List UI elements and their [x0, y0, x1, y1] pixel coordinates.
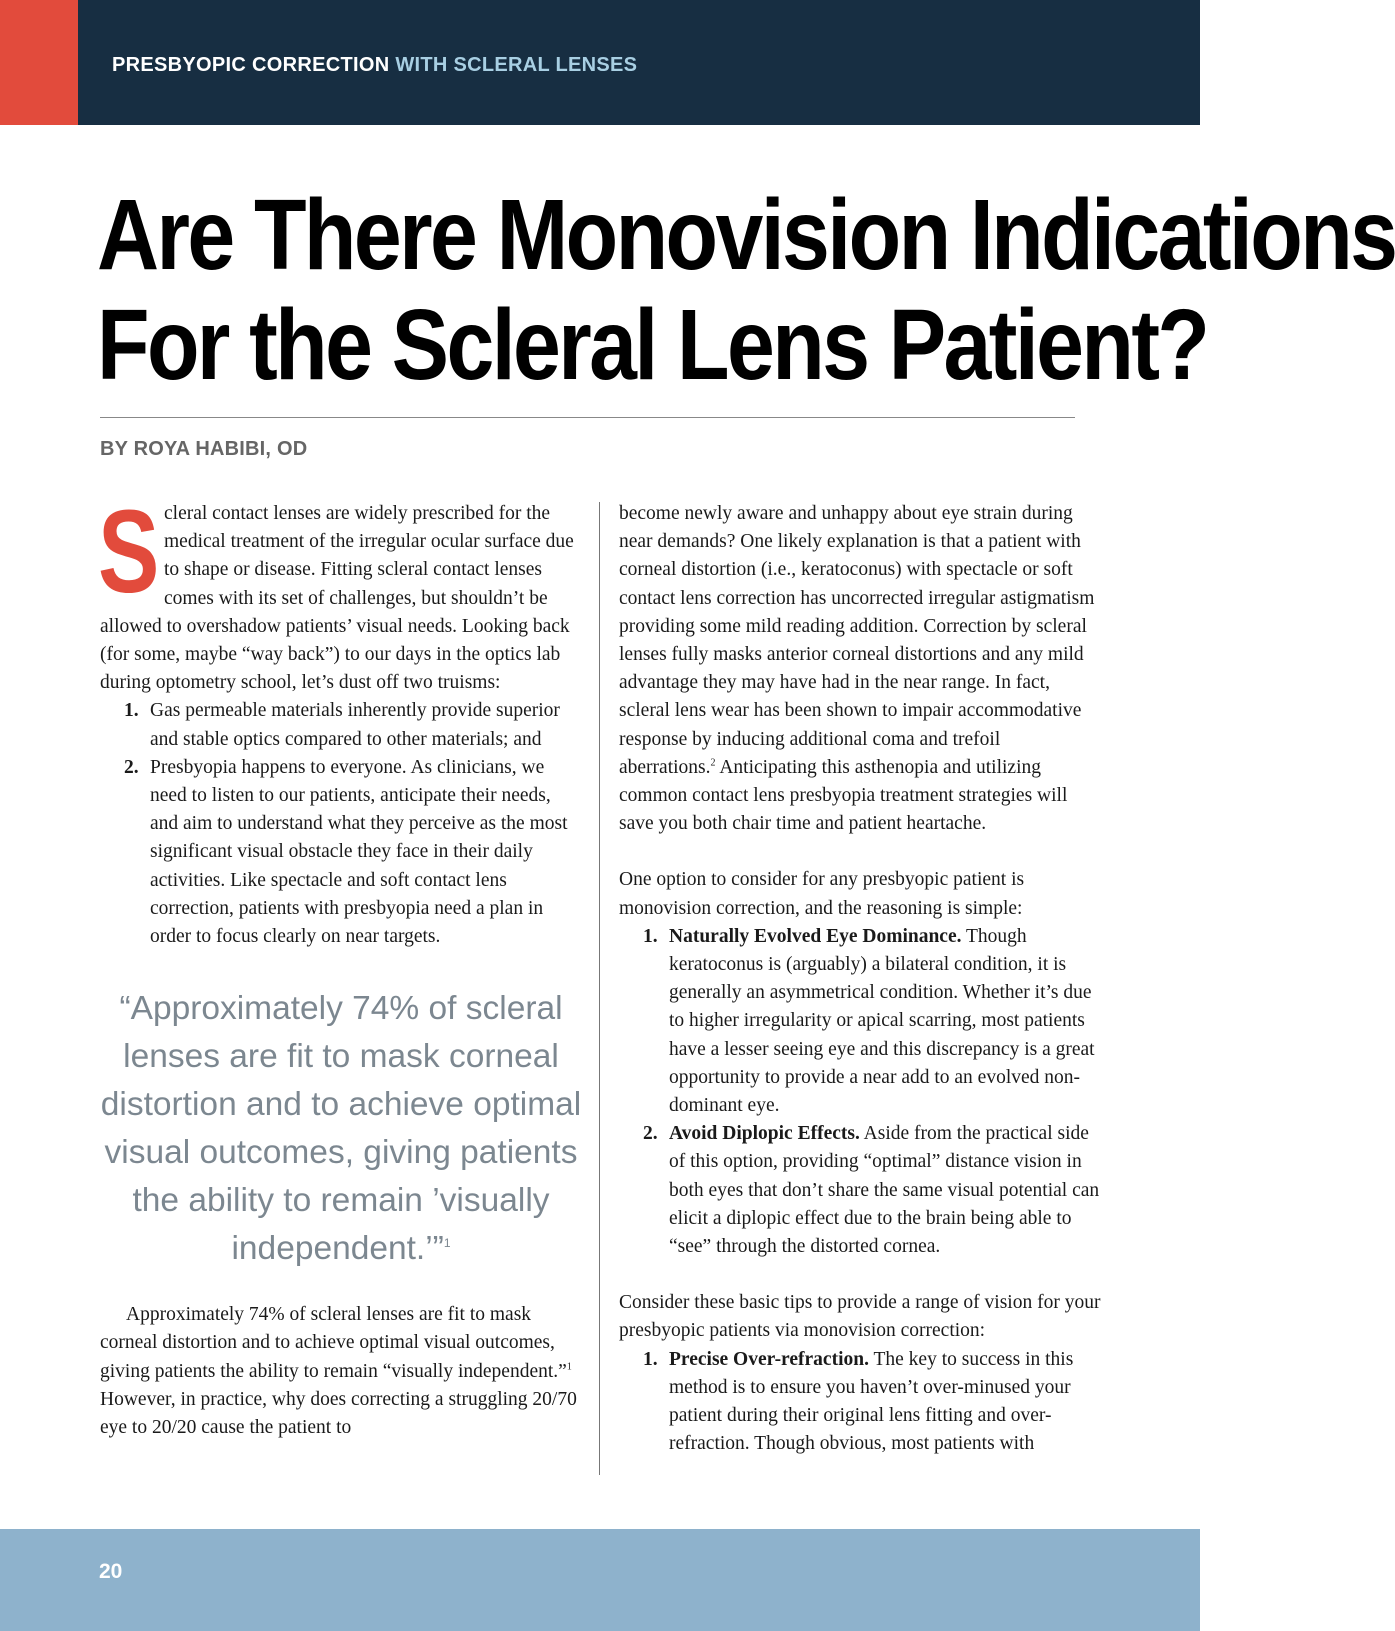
footer-bar	[0, 1529, 1200, 1631]
list-item: 2. Avoid Diplopic Effects. Aside from the practical side of this option, providing “optimal” distance vision in both eyes that don’t share the same visual potential can elicit a diplopic effect due to the brain being able to “see” through the distorted cornea.	[643, 1123, 1100, 1258]
list-item: 1. Gas permeable materials inherently provide superior and stable optics compared to other materials; and	[124, 700, 560, 750]
footnote-ref: 1	[566, 1361, 572, 1373]
title-line-2: For the Scleral Lens Patient?	[97, 289, 1208, 401]
body-paragraph: Approximately 74% of scleral lenses are fit to mask corneal distortion and to achieve optimal visual outcomes, giving patients the ability to remain “visually independent.”$^1$ However, in practice, why does correcting a struggling 20/70 eye to 20/20 cause the patient to	[100, 1304, 577, 1439]
left-column	[98, 486, 582, 1442]
title-line-1: Are There Monovision Indications	[97, 179, 1395, 291]
right-column	[619, 500, 1101, 1459]
byline: BY ROYA HABIBI, OD	[100, 438, 308, 460]
column-divider	[599, 502, 600, 1475]
page-number: 20	[99, 1560, 123, 1583]
body-paragraph: Consider these basic tips to provide a range of vision for your presbyopic patients via monovision correction:	[619, 1292, 1101, 1342]
section-label-accent: WITH SCLERAL LENSES	[395, 54, 638, 76]
body-paragraph: become newly aware and unhappy about eye strain during near demands? One likely explanation is that a patient with corneal distortion (i.e., keratoconus) with spectacle or soft contact lens correction has uncorrected irregular astigmatism providing some mild reading addition. Correction by scleral lenses fully masks anterior corneal distortions and any mild advantage they may have had in the near range. In fact, scleral lens wear has been shown to impair accommodative response by inducing additional coma and trefoil aberrations.$^2$ Anticipating this asthenopia and utilizing common contact lens presbyopia treatment strategies will save you both chair time and patient heartache.	[619, 503, 1095, 835]
intro-paragraph: Scleral contact lenses are widely prescribed for the medical treatment of the irregular ocular surface due to shape or disease. Fitting scleral contact lenses comes with its set of challenges, but shouldn’t be allowed to overshadow patients’ visual needs. Looking back (for some, maybe “way back”) to our days in the optics lab during optometry school, let’s dust off two truisms:	[98, 486, 574, 694]
list-item: 1. Precise Over-refraction. The key to success in this method is to ensure you haven’t over-minused your patient during their original lens fitting and over-refraction. Though obvious, most patients with	[643, 1348, 1074, 1455]
title-divider	[100, 417, 1075, 418]
article-title	[97, 179, 1395, 401]
tips-list	[619, 1346, 1101, 1459]
drop-cap: S	[98, 486, 160, 618]
list-item: 2. Presbyopia happens to everyone. As clinicians, we need to listen to our patients, anticipate their needs, and aim to understand what they perceive as the most significant visual obstacle they face in their daily activities. Like spectacle and soft contact lens correction, patients with presbyopia need a plan in order to focus clearly on near targets.	[124, 756, 568, 948]
footnote-ref: 2	[710, 757, 716, 769]
header-red-accent	[0, 0, 78, 125]
list-item: 1. Naturally Evolved Eye Dominance. Though keratoconus is (arguably) a bilateral condition, it is generally an asymmetrical condition. Whether it’s due to higher irregularity or apical scarring, most patients have a lesser seeing eye and this discrepancy is a great opportunity to provide a near add to an evolved non-dominant eye.	[643, 925, 1095, 1117]
body-paragraph: One option to consider for any presbyopic patient is monovision correction, and the reasoning is simple:	[619, 869, 1025, 919]
pull-quote: “Approximately 74% of scleral lenses are fit to mask corneal distortion and to achieve optimal visual outcomes, giving patients the ability to remain ’visually independent.’”$^1$	[100, 990, 582, 1268]
section-label: PRESBYOPIC CORRECTION WITH SCLERAL LENSES	[112, 54, 638, 76]
truisms-list	[100, 697, 582, 951]
pull-quote-ref: 1	[443, 1236, 451, 1251]
reasons-list	[619, 923, 1101, 1261]
